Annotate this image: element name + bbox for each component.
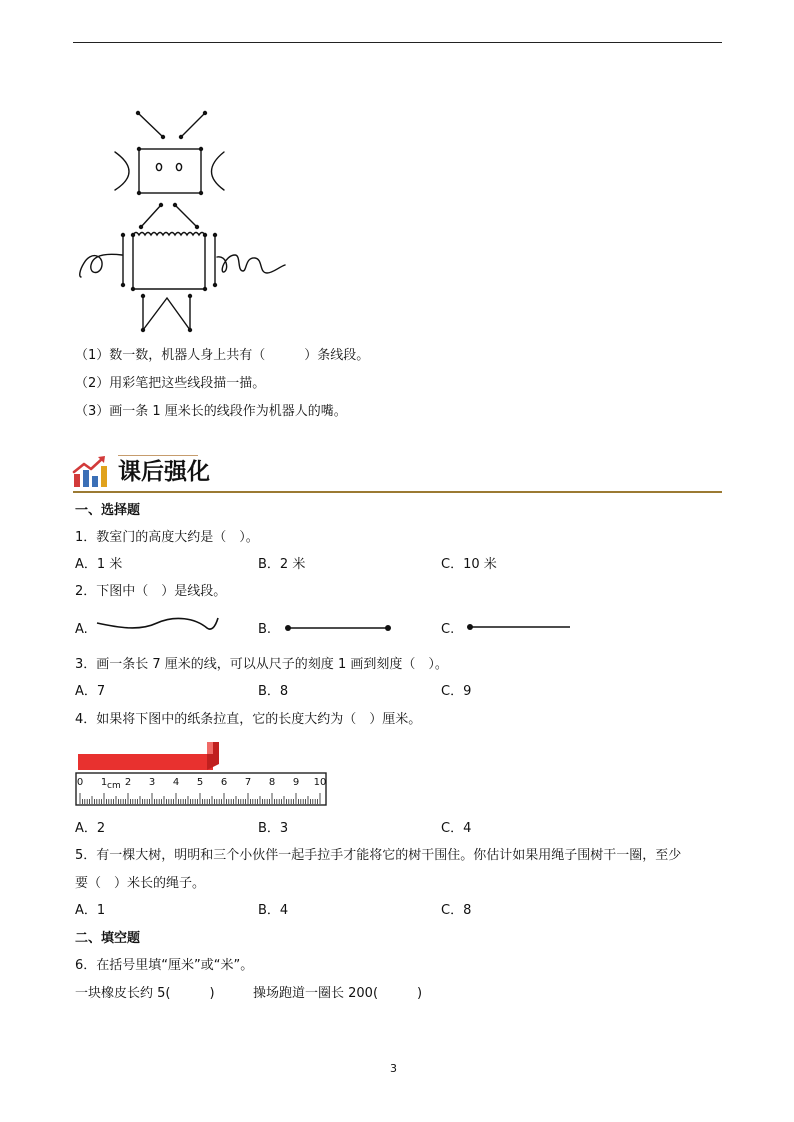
question-2-option-c[interactable]: C. bbox=[441, 622, 455, 637]
question-4-option-b[interactable]: B．3 bbox=[258, 821, 289, 836]
question-3-option-c[interactable]: C．9 bbox=[441, 684, 472, 699]
question-3-option-b[interactable]: B．8 bbox=[258, 684, 289, 699]
ruler-tick-label: 0 bbox=[76, 777, 84, 788]
question-5-option-b[interactable]: B．4 bbox=[258, 903, 289, 918]
ruler-tick-label: 1 bbox=[100, 777, 108, 788]
ruler-unit-label: cm bbox=[107, 781, 121, 791]
ruler-tick-label: 10 bbox=[313, 777, 327, 788]
ruler-tick-label: 9 bbox=[292, 777, 300, 788]
segment-figure bbox=[284, 622, 394, 634]
question-5-option-a[interactable]: A．1 bbox=[75, 903, 106, 918]
part1-heading: 一、选择题 bbox=[75, 503, 141, 518]
question-2-option-b[interactable]: B. bbox=[258, 622, 272, 637]
section-rule bbox=[73, 491, 722, 493]
ruler-tick-label: 7 bbox=[244, 777, 252, 788]
section-title: 课后强化 bbox=[118, 459, 210, 485]
question-5-line-2: 要（ ）米长的绳子。 bbox=[75, 876, 206, 891]
ruler-tick-label: 6 bbox=[220, 777, 228, 788]
question-4: 4．如果将下图中的纸条拉直，它的长度大约为（ ）厘米。 bbox=[75, 712, 422, 727]
paper-strip bbox=[78, 754, 213, 770]
ruler-tick-label: 2 bbox=[124, 777, 132, 788]
question-1-option-a[interactable]: A．1 米 bbox=[75, 557, 123, 572]
wavy-curve-figure bbox=[95, 612, 221, 638]
robot-figure bbox=[75, 105, 290, 337]
ruler-figure bbox=[73, 740, 331, 810]
ruler-tick-label: 3 bbox=[148, 777, 156, 788]
part2-heading: 二、填空题 bbox=[75, 931, 141, 946]
ray-figure bbox=[466, 621, 572, 633]
question-2-option-a[interactable]: A. bbox=[75, 622, 88, 637]
fill-item-eraser[interactable]: 一块橡皮长约 5( ) bbox=[75, 986, 215, 1001]
page-number: 3 bbox=[390, 1062, 397, 1075]
chart-growth-icon bbox=[72, 454, 108, 488]
question-3-option-a[interactable]: A．7 bbox=[75, 684, 106, 699]
section-title-accent bbox=[118, 455, 198, 456]
question-6: 6．在括号里填“厘米”或“米”。 bbox=[75, 958, 254, 973]
question-1-option-b[interactable]: B．2 米 bbox=[258, 557, 306, 572]
robot-question-3: （3）画一条 1 厘米长的线段作为机器人的嘴。 bbox=[75, 404, 347, 419]
question-5-option-c[interactable]: C．8 bbox=[441, 903, 472, 918]
ruler-tick-label: 8 bbox=[268, 777, 276, 788]
question-1-option-c[interactable]: C．10 米 bbox=[441, 557, 497, 572]
question-4-option-c[interactable]: C．4 bbox=[441, 821, 472, 836]
header-rule bbox=[73, 42, 722, 43]
fill-item-track[interactable]: 操场跑道一圈长 200( ) bbox=[253, 986, 423, 1001]
question-4-option-a[interactable]: A．2 bbox=[75, 821, 106, 836]
ruler-tick-label: 4 bbox=[172, 777, 180, 788]
robot-question-1: （1）数一数，机器人身上共有（ ）条线段。 bbox=[75, 348, 370, 363]
ruler-tick-label: 5 bbox=[196, 777, 204, 788]
robot-question-2: （2）用彩笔把这些线段描一描。 bbox=[75, 376, 266, 391]
question-1: 1．教室门的高度大约是（ ）。 bbox=[75, 530, 259, 545]
question-3: 3．画一条长 7 厘米的线，可以从尺子的刻度 1 画到刻度（ ）。 bbox=[75, 657, 448, 672]
question-5-line-1: 5．有一棵大树，明明和三个小伙伴一起手拉手才能将它的树干围住。你估计如果用绳子围树干一圈，至少 bbox=[75, 848, 682, 863]
question-2: 2．下图中（ ）是线段。 bbox=[75, 584, 227, 599]
